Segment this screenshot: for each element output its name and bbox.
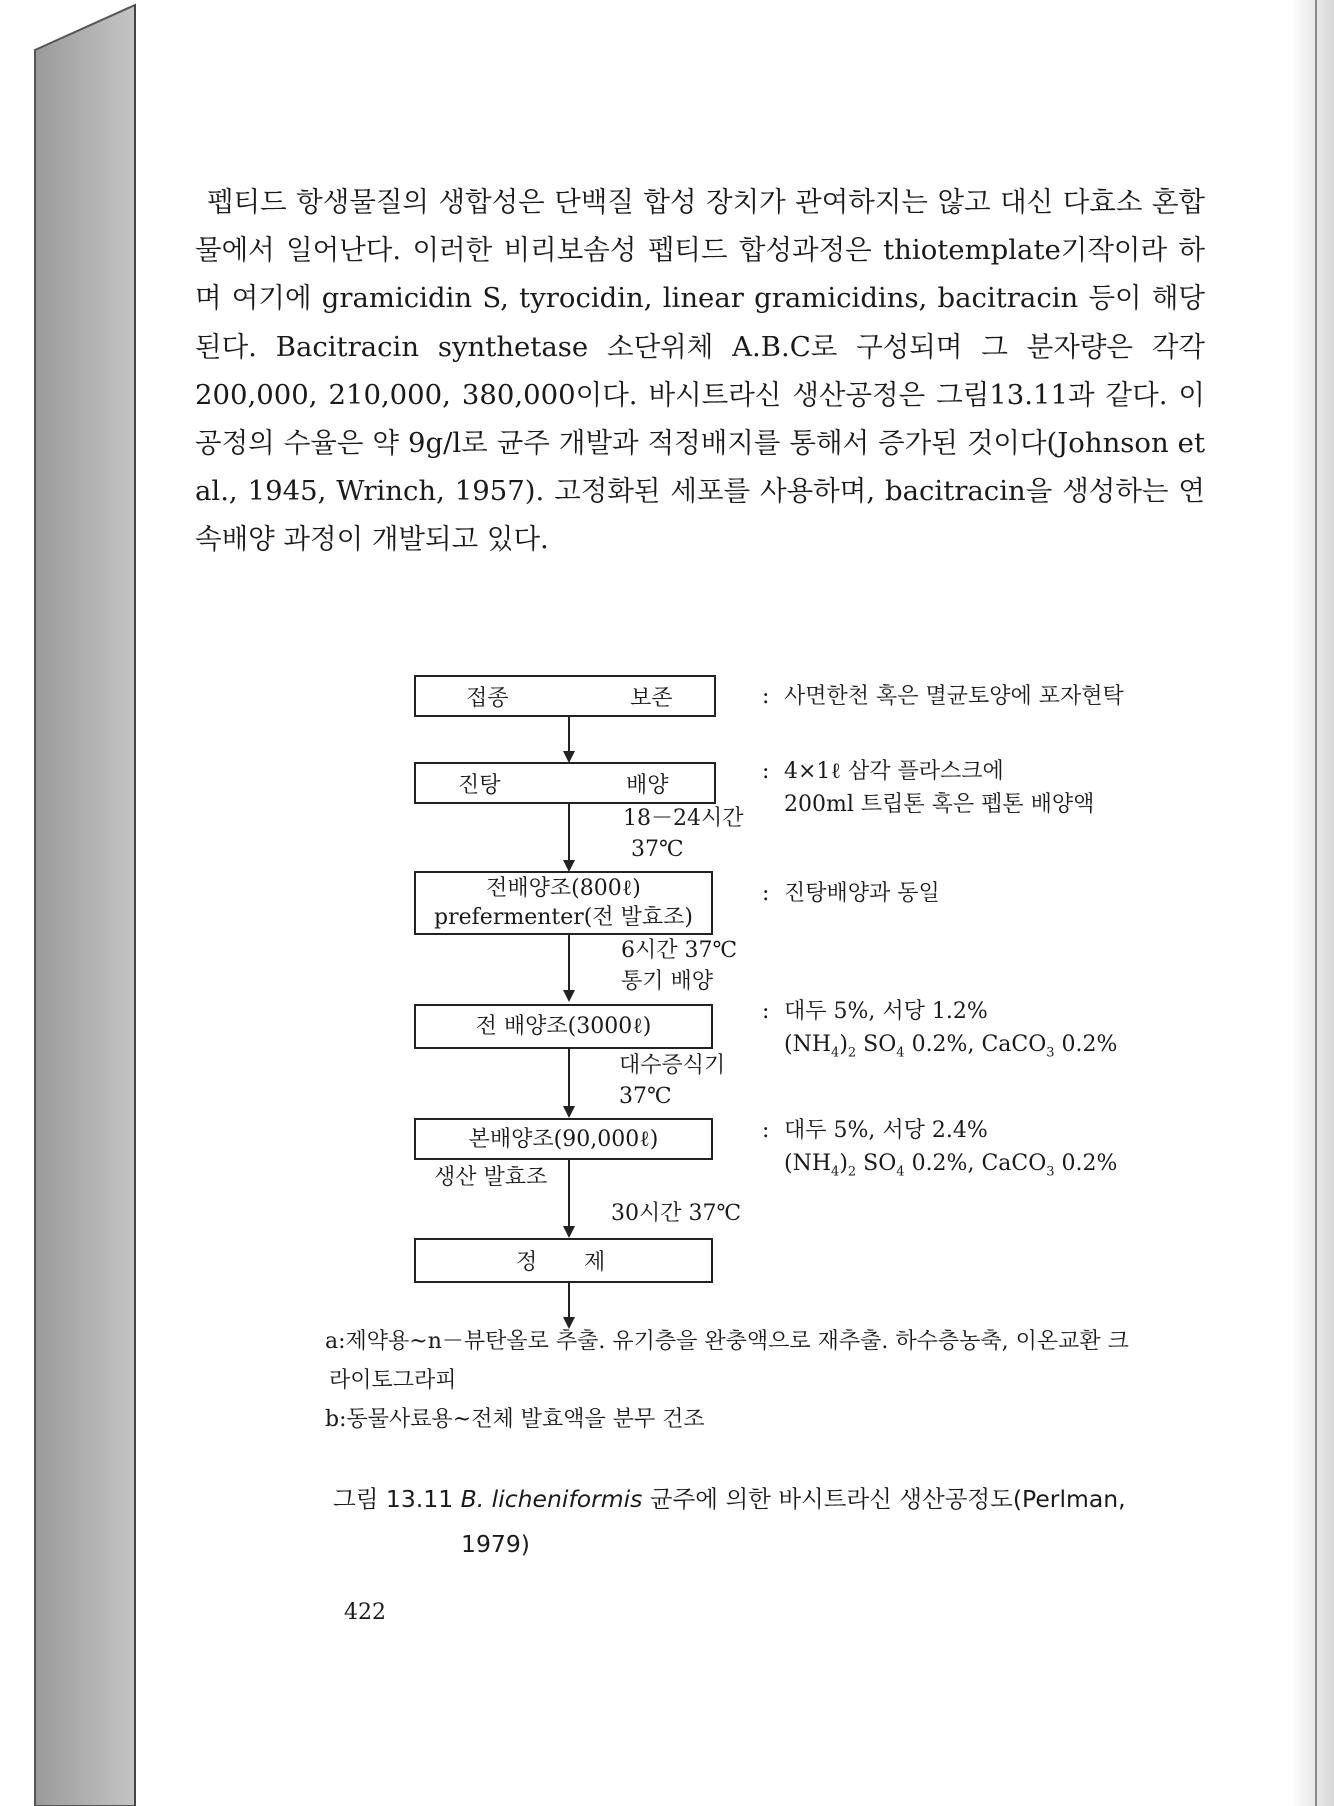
flow-side-note-text: 4×1ℓ 삼각 플라스크에: [784, 759, 1004, 784]
flow-box-label: prefermenter(전 발효조): [434, 905, 693, 930]
flow-side-note-text: 사면한천 혹은 멸균토양에 포자현탁: [784, 684, 1124, 709]
flow-side-note-text: 진탕배양과 동일: [784, 881, 940, 906]
figure-caption: [333, 1477, 1213, 1567]
flow-step-note-line: 대수증식기: [619, 1053, 726, 1078]
flow-step-note-line: 통기 배양: [621, 969, 714, 994]
body-text: [195, 178, 1205, 564]
flow-arrow: [563, 1226, 575, 1238]
flow-box-prefermenter: [414, 871, 713, 935]
page-number: 422: [344, 1600, 386, 1625]
caption-prefix: 그림 13.11: [333, 1485, 461, 1513]
flow-step-note-line: 37℃: [619, 1084, 672, 1109]
flow-box-sublabel: 생산 발효조: [434, 1165, 548, 1190]
flow-box-label-right: 보존: [630, 685, 673, 711]
flow-box-label-left: 접종: [466, 685, 509, 711]
flow-step-note-line: 37℃: [631, 837, 684, 862]
flow-box-label: 전 배양조(3000ℓ): [475, 1014, 652, 1039]
flow-box-shaking-culture: [414, 762, 716, 804]
note-a: a:제약용~n－뷰탄올로 추출. 유기층을 완충액으로 재추출. 하수층농축, 이온교환 크: [325, 1329, 1129, 1354]
caption-suffix: 균주에 의한 바시트라신 생산공정도(Perlman,: [642, 1485, 1126, 1513]
flow-side-note-formula: $(NH_4)_2$ $SO_4$ 0.2%, CaCO$_3$ 0.2%: [784, 1032, 1118, 1061]
flow-box-label: 전배양조(800ℓ): [486, 876, 641, 901]
flow-side-note: : 진탕배양과 동일: [762, 881, 940, 906]
flow-box-label-left: 진탕: [458, 772, 501, 798]
flow-box-label-left: 정: [516, 1250, 538, 1275]
body-paragraph: 펩티드 항생물질의 생합성은 단백질 합성 장치가 관여하지는 않고 대신 다효소 혼합물에서 일어난다. 이러한 비리보솜성 펩티드 합성과정은 thiotemplate기작이라 하며 여기에 gramicidin S, tyrocidin, linear gramicidins, bacitracin 등이 해당된다. Bacitracin synthetase 소단위체 A.B.C로 구성되며 그 분자량은 각각 200,000, 210,000, 380,000이다. 바시트라신 생산공정은 그림13.11과 같다. 이 공정의 수율은 약 9g/l로 균주 개발과 적정배지를 통해서 증가된 것이다(Johnson et al., 1945, Wrinch, 1957). 고정화된 세포를 사용하며, bacitracin을 생성하는 연속배양 과정이 개발되고 있다.: [195, 186, 1205, 556]
caption-species: B. licheniformis: [460, 1485, 643, 1513]
note-b: b:동물사료용~전체 발효액을 분무 건조: [325, 1407, 705, 1432]
flow-box-preculture-tank: [414, 1004, 713, 1049]
flow-side-note: : 대두 5%, 서당 1.2% $(NH_4)_2$ $SO_4$ 0.2%, CaCO$_3$ 0.2%: [762, 995, 1117, 1069]
flow-step-note: [623, 803, 744, 865]
flow-connector: [568, 1160, 570, 1232]
flow-side-note: : 사면한천 혹은 멸균토양에 포자현탁: [762, 684, 1124, 709]
flow-step-note-line: 6시간 37℃: [621, 938, 738, 963]
flow-arrow: [563, 1106, 575, 1118]
flow-side-note: : 4×1ℓ 삼각 플라스크에 200ml 트립톤 혹은 펩톤 배양액: [762, 755, 1094, 821]
note-a-continued: 라이토그라피: [329, 1368, 457, 1393]
flow-arrow: [563, 990, 575, 1002]
flow-connector: [568, 804, 570, 866]
flow-box-main-fermenter: [414, 1118, 713, 1160]
flow-box-inoculation: [414, 675, 716, 717]
flow-box-label-right: 제: [584, 1250, 606, 1275]
flow-side-note-text: 200ml 트립톤 혹은 펩톤 배양액: [784, 792, 1095, 817]
flow-connector: [568, 935, 570, 995]
flow-side-note-text: 대두 5%, 서당 1.2%: [784, 999, 988, 1024]
flow-box-purification: [414, 1238, 713, 1283]
flow-step-note-line: 18－24시간: [623, 806, 744, 831]
flow-side-note-formula: $(NH_4)_2$ $SO_4$ 0.2%, CaCO$_3$ 0.2%: [784, 1151, 1118, 1180]
flow-side-note-text: 대두 5%, 서당 2.4%: [784, 1118, 988, 1143]
flow-step-note: [619, 1050, 725, 1112]
flow-side-note: : 대두 5%, 서당 2.4% $(NH_4)_2$ $SO_4$ 0.2%, CaCO$_3$ 0.2%: [762, 1114, 1117, 1188]
flow-connector: [568, 1049, 570, 1111]
figure-notes: [325, 1322, 1225, 1439]
flow-step-note: [621, 935, 737, 997]
flow-box-label: 본배양조(90,000ℓ): [468, 1126, 659, 1152]
caption-line2: 1979): [461, 1530, 530, 1558]
flow-box-label-right: 배양: [626, 772, 669, 798]
flow-step-note: 30시간 37℃: [611, 1201, 742, 1226]
